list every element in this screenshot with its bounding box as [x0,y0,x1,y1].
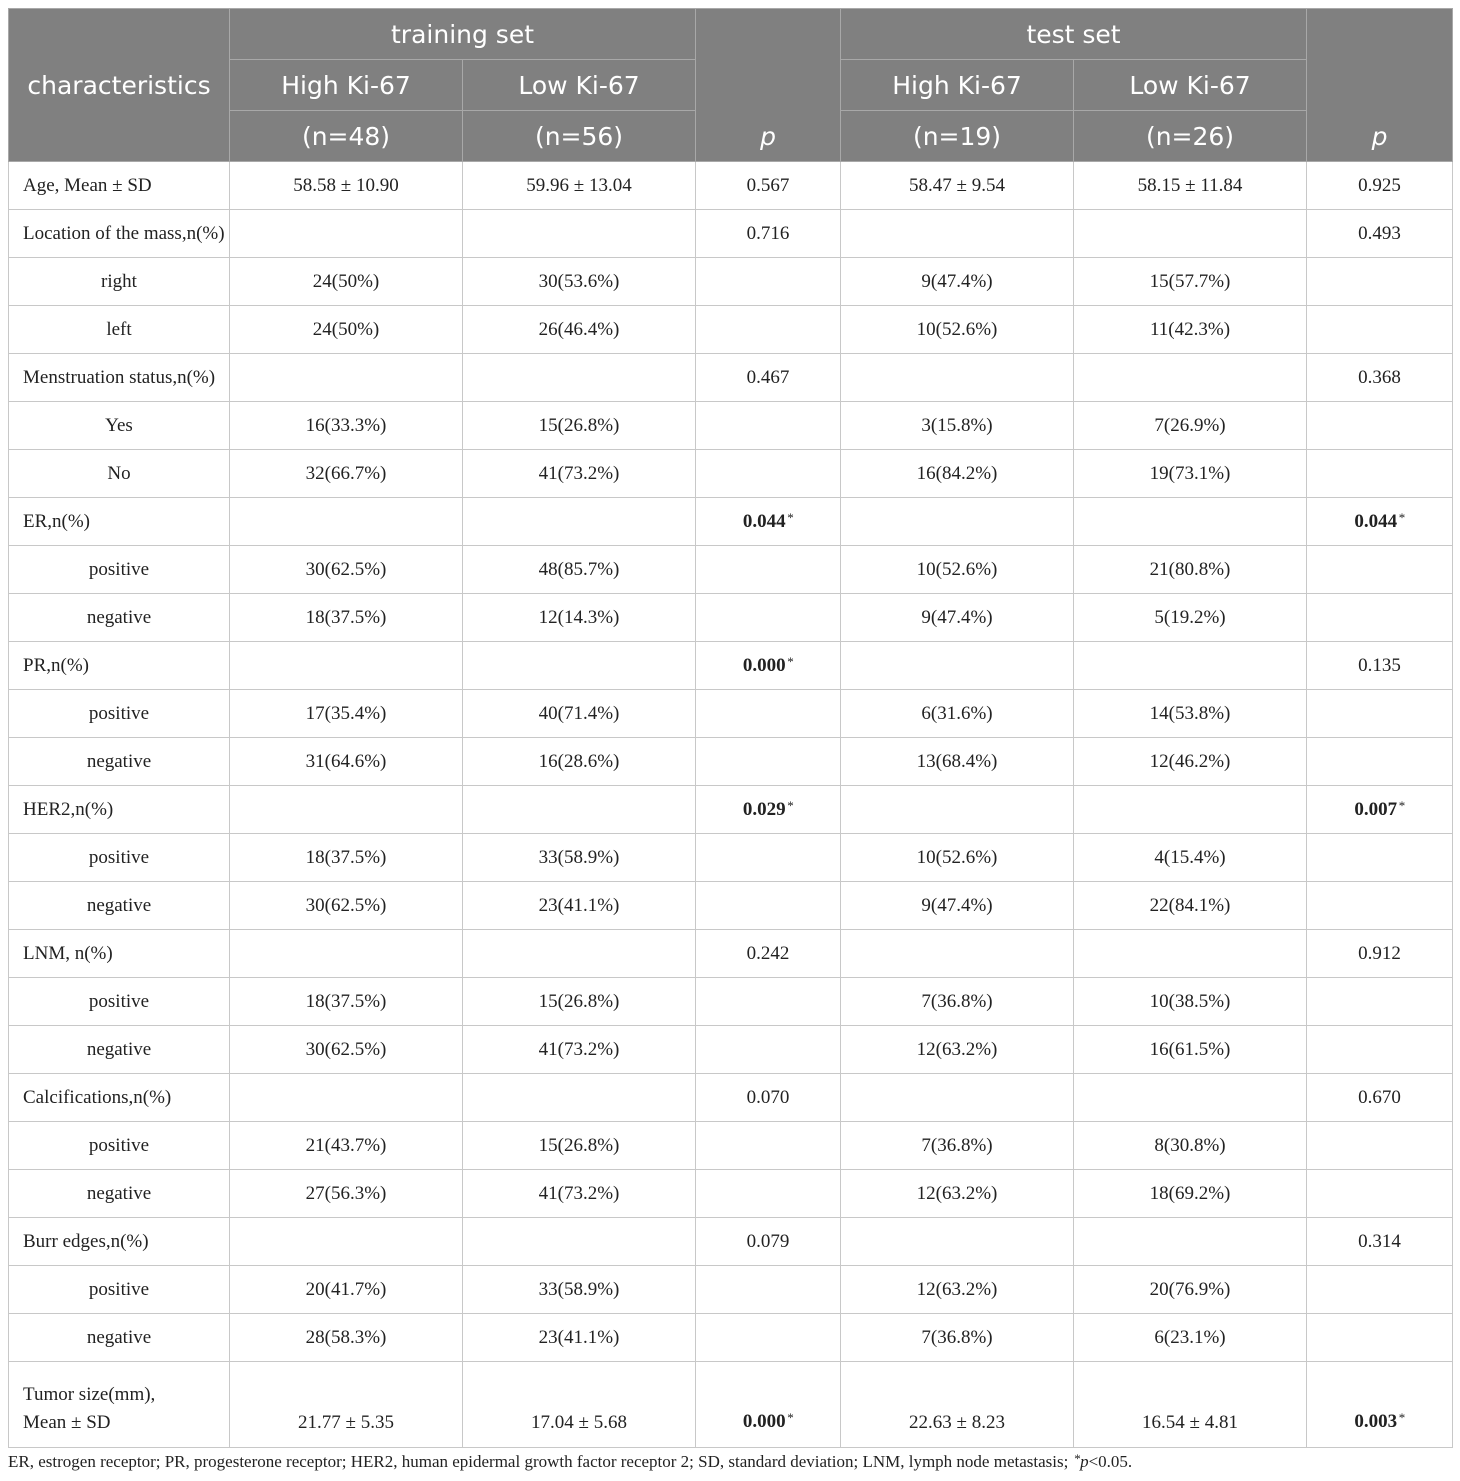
cell-test-high: 6(31.6%) [841,690,1074,738]
row-label: positive [9,978,230,1026]
cell-test-low: 10(38.5%) [1074,978,1307,1026]
header-training-p: p [696,9,841,162]
cell-test-high [841,1218,1074,1266]
cell-train-high: 16(33.3%) [230,402,463,450]
cell-train-high: 32(66.7%) [230,450,463,498]
cell-train-high: 18(37.5%) [230,594,463,642]
row-label: negative [9,1026,230,1074]
cell-test-p [1307,1170,1453,1218]
header-test-high-n: (n=19) [841,111,1074,162]
cell-train-low [463,786,696,834]
cell-train-p [696,786,841,834]
cell-test-high: 10(52.6%) [841,306,1074,354]
cell-test-low: 21(80.8%) [1074,546,1307,594]
cell-train-p [696,642,841,690]
cell-train-high [230,786,463,834]
cell-test-p [1307,1362,1453,1448]
cell-test-p: 0.493 [1307,210,1453,258]
row-label-line1: Tumor size(mm), [23,1384,156,1405]
cell-test-low: 8(30.8%) [1074,1122,1307,1170]
row-label: Menstruation status,n(%) [9,354,230,402]
significance-marker: * [786,509,794,525]
cell-train-low: 40(71.4%) [463,690,696,738]
row-label: HER2,n(%) [9,786,230,834]
cell-train-low [463,930,696,978]
cell-train-high: 24(50%) [230,306,463,354]
header-test-low-n: (n=26) [1074,111,1307,162]
cell-train-high [230,210,463,258]
cell-train-low: 23(41.1%) [463,1314,696,1362]
header-test-low: Low Ki-67 [1074,60,1307,111]
table-row [9,978,1453,1026]
table-row [9,1026,1453,1074]
cell-train-low: 48(85.7%) [463,546,696,594]
cell-test-p [1307,546,1453,594]
cell-train-low [463,1218,696,1266]
cell-train-low: 12(14.3%) [463,594,696,642]
cell-test-high: 10(52.6%) [841,546,1074,594]
footnote-threshold: <0.05. [1088,1452,1133,1471]
cell-test-p [1307,1122,1453,1170]
table-row [9,786,1453,834]
cell-train-p [696,1170,841,1218]
cell-train-high: 20(41.7%) [230,1266,463,1314]
cell-test-p [1307,834,1453,882]
cell-train-high: 30(62.5%) [230,882,463,930]
cell-train-low: 33(58.9%) [463,1266,696,1314]
cell-test-low [1074,210,1307,258]
header-train-low: Low Ki-67 [463,60,696,111]
table-row [9,1314,1453,1362]
table-row [9,306,1453,354]
cell-test-high: 12(63.2%) [841,1170,1074,1218]
p-value: 0.000 [742,1411,786,1432]
cell-train-low: 59.96 ± 13.04 [463,162,696,210]
significance-marker: * [786,797,794,813]
cell-test-low [1074,930,1307,978]
table-row [9,210,1453,258]
cell-train-p [696,258,841,306]
cell-test-high: 3(15.8%) [841,402,1074,450]
cell-train-high: 17(35.4%) [230,690,463,738]
table-row [9,882,1453,930]
table-row [9,1170,1453,1218]
row-label: Location of the mass,n(%) [9,210,230,258]
cell-train-high [230,498,463,546]
cell-test-p [1307,978,1453,1026]
table-row-tumor-size [9,1362,1453,1448]
cell-train-p [696,1314,841,1362]
cell-train-high: 31(64.6%) [230,738,463,786]
cell-test-high: 9(47.4%) [841,882,1074,930]
table-row [9,162,1453,210]
p-value: 0.044 [742,510,786,532]
table-row [9,546,1453,594]
cell-test-low: 19(73.1%) [1074,450,1307,498]
significance-marker: * [1398,797,1405,813]
cell-train-high [230,1218,463,1266]
cell-train-p [696,1362,841,1448]
cell-test-p [1307,882,1453,930]
table-row [9,450,1453,498]
cell-test-low: 15(57.7%) [1074,258,1307,306]
cell-train-high: 21.77 ± 5.35 [230,1362,463,1448]
cell-test-low: 5(19.2%) [1074,594,1307,642]
cell-test-p [1307,690,1453,738]
header-characteristics: characteristics [9,9,230,162]
row-label: PR,n(%) [9,642,230,690]
cell-test-high: 13(68.4%) [841,738,1074,786]
table-row [9,402,1453,450]
table-row [9,1074,1453,1122]
cell-test-high: 9(47.4%) [841,594,1074,642]
cell-test-high [841,1074,1074,1122]
row-label [9,1362,230,1448]
table-row [9,1122,1453,1170]
cell-train-p: 0.716 [696,210,841,258]
row-label: negative [9,594,230,642]
cell-train-high: 27(56.3%) [230,1170,463,1218]
cell-test-low [1074,642,1307,690]
cell-train-low: 33(58.9%) [463,834,696,882]
cell-test-low: 12(46.2%) [1074,738,1307,786]
row-label: positive [9,834,230,882]
cell-test-high: 7(36.8%) [841,1122,1074,1170]
cell-train-low: 26(46.4%) [463,306,696,354]
cell-test-p: 0.314 [1307,1218,1453,1266]
cell-test-low: 14(53.8%) [1074,690,1307,738]
cell-test-high [841,642,1074,690]
cell-test-p [1307,1314,1453,1362]
row-label: negative [9,1314,230,1362]
cell-test-p: 0.135 [1307,642,1453,690]
cell-test-low: 58.15 ± 11.84 [1074,162,1307,210]
cell-test-low: 16(61.5%) [1074,1026,1307,1074]
row-label: positive [9,1122,230,1170]
row-label: Burr edges,n(%) [9,1218,230,1266]
header-train-high-n: (n=48) [230,111,463,162]
row-label: Yes [9,402,230,450]
cell-train-low: 23(41.1%) [463,882,696,930]
cell-train-p [696,738,841,786]
cell-test-low: 16.54 ± 4.81 [1074,1362,1307,1448]
cell-train-low: 30(53.6%) [463,258,696,306]
p-value: 0.000 [742,654,786,676]
cell-train-high: 30(62.5%) [230,546,463,594]
row-label: No [9,450,230,498]
cell-train-high: 30(62.5%) [230,1026,463,1074]
cell-train-low: 15(26.8%) [463,978,696,1026]
cell-train-high [230,930,463,978]
table-row [9,258,1453,306]
cell-train-p [696,690,841,738]
table-footnote [8,1452,1132,1472]
header-training-set: training set [230,9,696,60]
cell-train-p [696,1122,841,1170]
cell-train-high: 18(37.5%) [230,978,463,1026]
significance-marker: * [786,1410,794,1425]
cell-test-p: 0.670 [1307,1074,1453,1122]
cell-test-high: 16(84.2%) [841,450,1074,498]
row-label: negative [9,882,230,930]
cell-train-high: 58.58 ± 10.90 [230,162,463,210]
footnote-text: ER, estrogen receptor; PR, progesterone receptor; HER2, human epidermal growth factor receptor 2; SD, standard deviation; LNM, lymph node metastasis; [8,1452,1073,1471]
cell-train-low [463,498,696,546]
cell-test-high: 12(63.2%) [841,1266,1074,1314]
cell-test-low: 20(76.9%) [1074,1266,1307,1314]
cell-train-low [463,642,696,690]
cell-train-low: 17.04 ± 5.68 [463,1362,696,1448]
cell-train-p [696,1026,841,1074]
cell-train-high [230,354,463,402]
cell-train-p: 0.070 [696,1074,841,1122]
cell-test-low [1074,354,1307,402]
cell-test-high: 58.47 ± 9.54 [841,162,1074,210]
cell-train-p [696,882,841,930]
cell-test-high [841,498,1074,546]
cell-train-p: 0.467 [696,354,841,402]
table-row [9,354,1453,402]
cell-test-high: 7(36.8%) [841,1314,1074,1362]
cell-test-low [1074,786,1307,834]
cell-test-p [1307,594,1453,642]
header-test-p: p [1307,9,1453,162]
cell-test-p [1307,258,1453,306]
cell-test-p [1307,306,1453,354]
p-value: 0.003 [1354,1411,1398,1432]
significance-marker: * [1398,1410,1405,1425]
cell-test-p [1307,786,1453,834]
cell-test-p [1307,498,1453,546]
cell-test-high [841,354,1074,402]
cell-test-high [841,930,1074,978]
cell-test-low: 6(23.1%) [1074,1314,1307,1362]
cell-test-p [1307,1266,1453,1314]
cell-train-p [696,306,841,354]
cell-test-p [1307,1026,1453,1074]
cell-train-low [463,1074,696,1122]
cell-train-low: 16(28.6%) [463,738,696,786]
table-row [9,498,1453,546]
row-label: positive [9,546,230,594]
cell-train-low: 15(26.8%) [463,402,696,450]
row-label: positive [9,690,230,738]
cell-test-high [841,786,1074,834]
cell-train-p: 0.242 [696,930,841,978]
cell-test-low: 7(26.9%) [1074,402,1307,450]
characteristics-table [8,8,1453,1448]
row-label: Age, Mean ± SD [9,162,230,210]
table-row [9,594,1453,642]
cell-train-p [696,498,841,546]
cell-test-low [1074,1074,1307,1122]
cell-test-p: 0.912 [1307,930,1453,978]
cell-train-low: 41(73.2%) [463,1026,696,1074]
row-label: left [9,306,230,354]
cell-train-p [696,450,841,498]
row-label: negative [9,738,230,786]
table-row [9,1266,1453,1314]
cell-test-p [1307,402,1453,450]
cell-test-high: 9(47.4%) [841,258,1074,306]
cell-train-low [463,354,696,402]
cell-train-low [463,210,696,258]
p-value: 0.029 [742,798,786,820]
row-label: right [9,258,230,306]
header-test-high: High Ki-67 [841,60,1074,111]
header-test-set: test set [841,9,1307,60]
cell-train-high [230,1074,463,1122]
cell-train-high: 21(43.7%) [230,1122,463,1170]
cell-train-p [696,1266,841,1314]
significance-marker: * [786,653,794,669]
table-row [9,1218,1453,1266]
cell-train-p [696,978,841,1026]
row-label: ER,n(%) [9,498,230,546]
cell-test-high: 12(63.2%) [841,1026,1074,1074]
table-row [9,738,1453,786]
cell-test-p: 0.925 [1307,162,1453,210]
cell-train-low: 41(73.2%) [463,450,696,498]
cell-train-p: 0.567 [696,162,841,210]
header-train-high: High Ki-67 [230,60,463,111]
row-label: LNM, n(%) [9,930,230,978]
cell-test-high: 22.63 ± 8.23 [841,1362,1074,1448]
table-row [9,690,1453,738]
row-label: negative [9,1170,230,1218]
p-value: 0.044 [1354,510,1398,532]
cell-test-low: 22(84.1%) [1074,882,1307,930]
header-train-low-n: (n=56) [463,111,696,162]
table-body [9,162,1453,1448]
cell-train-p [696,594,841,642]
row-label: Calcifications,n(%) [9,1074,230,1122]
cell-train-high: 28(58.3%) [230,1314,463,1362]
p-value: 0.007 [1354,798,1398,820]
table-row [9,930,1453,978]
cell-test-low: 18(69.2%) [1074,1170,1307,1218]
cell-test-high [841,210,1074,258]
cell-train-low: 41(73.2%) [463,1170,696,1218]
cell-train-p [696,834,841,882]
cell-test-high: 10(52.6%) [841,834,1074,882]
cell-train-high: 24(50%) [230,258,463,306]
table-row [9,642,1453,690]
cell-test-low [1074,498,1307,546]
footnote-marker: * [1073,1451,1081,1466]
cell-train-p [696,546,841,594]
cell-train-low: 15(26.8%) [463,1122,696,1170]
cell-train-high [230,642,463,690]
cell-test-low: 4(15.4%) [1074,834,1307,882]
cell-train-high: 18(37.5%) [230,834,463,882]
cell-test-low: 11(42.3%) [1074,306,1307,354]
significance-marker: * [1398,509,1405,525]
footnote-p-symbol: p [1080,1452,1089,1471]
cell-train-p: 0.079 [696,1218,841,1266]
cell-test-p [1307,738,1453,786]
cell-test-high: 7(36.8%) [841,978,1074,1026]
row-label: positive [9,1266,230,1314]
row-label-line2: Mean ± SD [23,1412,111,1433]
cell-train-p [696,402,841,450]
cell-test-p: 0.368 [1307,354,1453,402]
table-row [9,834,1453,882]
cell-test-p [1307,450,1453,498]
cell-test-low [1074,1218,1307,1266]
